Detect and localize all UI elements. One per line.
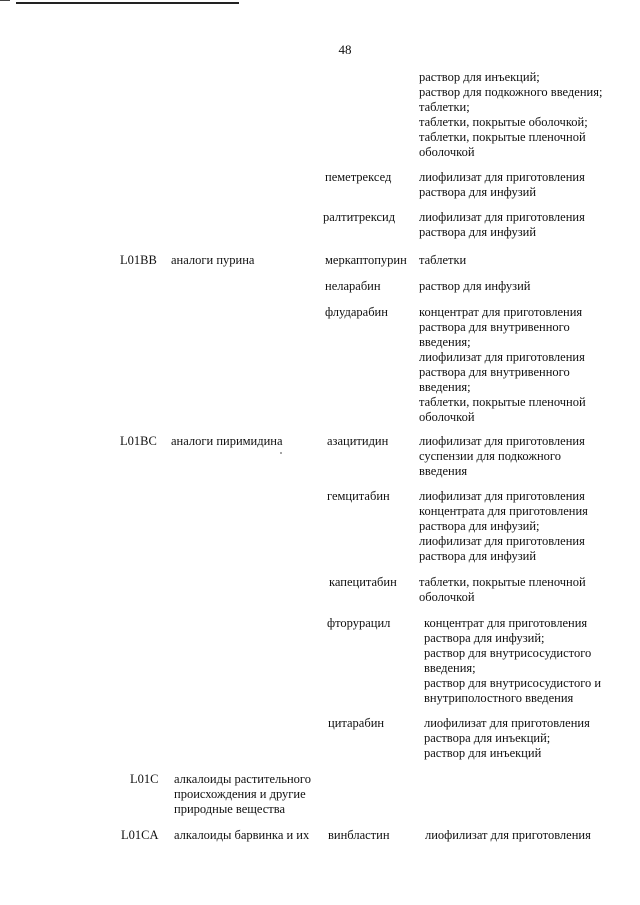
dosage-form-line: раствора для инъекций;	[424, 731, 551, 745]
page-number: 48	[338, 42, 352, 57]
dosage-form-line: внутриполостного введения	[424, 691, 574, 705]
scan-speck	[280, 452, 282, 454]
header-rule-line	[16, 2, 239, 4]
atc-group-name: алкалоиды растительного происхождения и другие природные вещества	[174, 772, 311, 816]
dosage-form-line: введения;	[419, 380, 471, 394]
dosage-form-line: раствора для внутривенного	[419, 365, 570, 379]
atc-code: L01C	[130, 772, 159, 786]
header-rule	[0, 0, 640, 8]
dosage-form-line: раствор для внутрисосудистого	[424, 646, 592, 660]
dosage-form-line: раствор для подкожного введения;	[419, 85, 603, 99]
dosage-form-line: раствор для инфузий	[419, 279, 531, 293]
drug-name: меркаптопурин	[325, 253, 407, 267]
dosage-form-line: таблетки, покрытые пленочной	[419, 130, 586, 144]
dosage-form-line: концентрат для приготовления	[419, 305, 583, 319]
dosage-form-line: лиофилизат для приготовления	[419, 210, 585, 224]
atc-code: L01BC	[120, 434, 157, 448]
dosage-form-line: таблетки, покрытые оболочкой;	[419, 115, 588, 129]
drug-name: пеметрексед	[325, 170, 392, 184]
drug-name: капецитабин	[329, 575, 397, 589]
dosage-form-line: таблетки;	[419, 100, 470, 114]
dosage-form-line: лиофилизат для приготовления	[419, 170, 585, 184]
dosage-form-line: таблетки, покрытые пленочной	[419, 575, 586, 589]
dosage-form-line: раствор для внутрисосудистого и	[424, 676, 602, 690]
dosage-form-line: таблетки	[419, 253, 467, 267]
dosage-form-line: лиофилизат для приготовления	[419, 534, 585, 548]
header-rule-segment	[0, 0, 10, 1]
drug-name: неларабин	[325, 279, 381, 293]
dosage-form-line: введения	[419, 464, 468, 478]
dosage-form-line: раствора для инфузий;	[424, 631, 545, 645]
dosage-form-line: лиофилизат для приготовления	[419, 350, 585, 364]
dosage-form-line: оболочкой	[419, 145, 475, 159]
dosage-form-line: лиофилизат для приготовления	[424, 716, 590, 730]
dosage-form-line: оболочкой	[419, 410, 475, 424]
atc-group-name: алкалоиды барвинка и их	[174, 828, 310, 842]
dosage-form-line: раствора для инфузий	[419, 549, 537, 563]
dosage-form-line: раствора для внутривенного	[419, 320, 570, 334]
dosage-form-line: раствор для инъекций	[424, 746, 542, 760]
dosage-form-line: лиофилизат для приготовления	[419, 489, 585, 503]
dosage-form-line: раствор для инъекций;	[419, 70, 540, 84]
dosage-form-line: оболочкой	[419, 590, 475, 604]
drug-name: азацитидин	[327, 434, 389, 448]
dosage-form-line: лиофилизат для приготовления	[425, 828, 591, 842]
dosage-form-line: раствора для инфузий	[419, 225, 537, 239]
drug-name: винбластин	[328, 828, 390, 842]
dosage-form-line: введения;	[424, 661, 476, 675]
atc-group-name: аналоги пиримидина	[171, 434, 283, 448]
drug-name: гемцитабин	[327, 489, 390, 503]
drug-name: фторурацил	[327, 616, 391, 630]
dosage-form-line: раствора для инфузий;	[419, 519, 540, 533]
dosage-form-line: концентрата для приготовления	[419, 504, 588, 518]
dosage-form-line: таблетки, покрытые пленочной	[419, 395, 586, 409]
atc-code: L01BB	[120, 253, 157, 267]
drug-name: цитарабин	[328, 716, 385, 730]
dosage-form-line: раствора для инфузий	[419, 185, 537, 199]
dosage-form-line: лиофилизат для приготовления	[419, 434, 585, 448]
atc-group-name: аналоги пурина	[171, 253, 255, 267]
drug-name: флударабин	[325, 305, 388, 319]
dosage-form-line: концентрат для приготовления	[424, 616, 588, 630]
dosage-form-line: суспензии для подкожного	[419, 449, 561, 463]
dosage-form-line: введения;	[419, 335, 471, 349]
drug-name: ралтитрексид	[323, 210, 396, 224]
atc-code: L01CA	[121, 828, 159, 842]
